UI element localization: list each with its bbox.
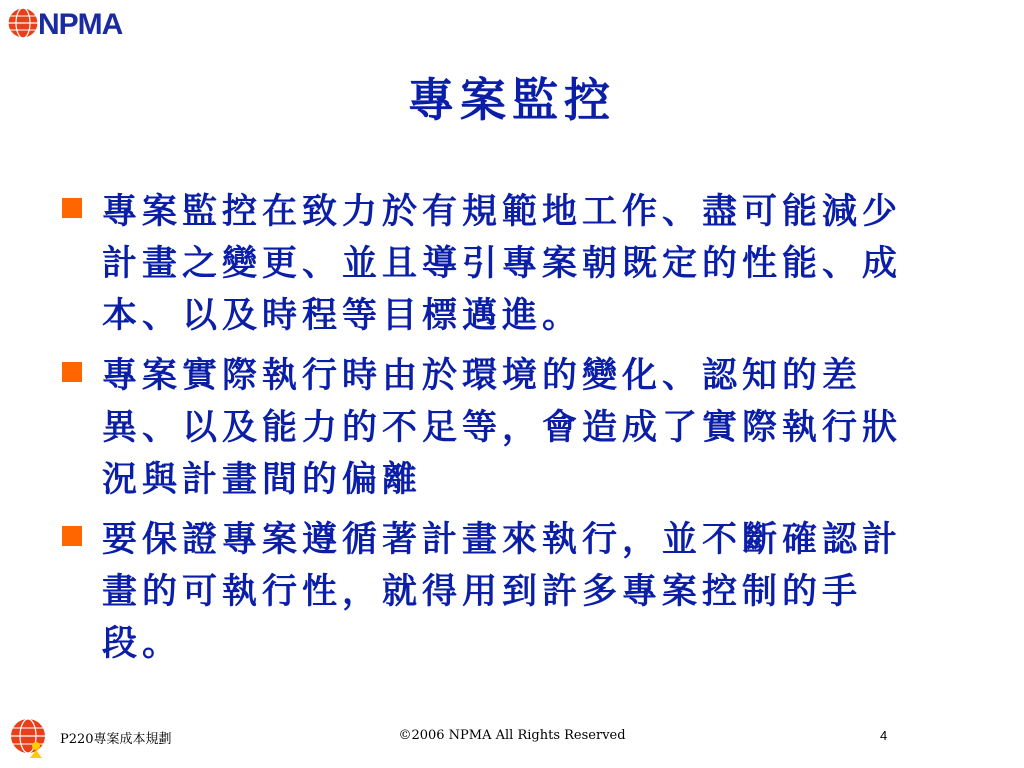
bullet-text: 專案實際執行時由於環境的變化、認知的差異、以及能力的不足等，會造成了實際執行狀況與計畫間的偏離 bbox=[102, 355, 903, 500]
page-number: 4 bbox=[880, 728, 888, 743]
bullet-item bbox=[62, 186, 932, 342]
bullet-list bbox=[62, 186, 932, 678]
bullet-item bbox=[62, 350, 932, 506]
square-bullet-icon bbox=[62, 526, 82, 546]
slide-title: 專案監控 bbox=[408, 73, 616, 127]
footer-course-title: P220專案成本規劃 bbox=[60, 732, 172, 747]
footer-copyright: ©2006 NPMA All Rights Reserved bbox=[398, 728, 626, 743]
npma-logo bbox=[6, 6, 140, 42]
bullet-text: 要保證專案遵循著計畫來執行，並不斷確認計畫的可執行性，就得用到許多專案控制的手段。 bbox=[102, 519, 903, 664]
globe-icon bbox=[6, 6, 40, 40]
bullet-item bbox=[62, 514, 932, 670]
square-bullet-icon bbox=[62, 362, 82, 382]
logo-text: NPMA bbox=[38, 8, 123, 41]
bullet-text: 專案監控在致力於有規範地工作、盡可能減少計畫之變更、並且導引專案朝既定的性能、成本、以及時程等目標邁進。 bbox=[102, 191, 903, 336]
square-bullet-icon bbox=[62, 198, 82, 218]
